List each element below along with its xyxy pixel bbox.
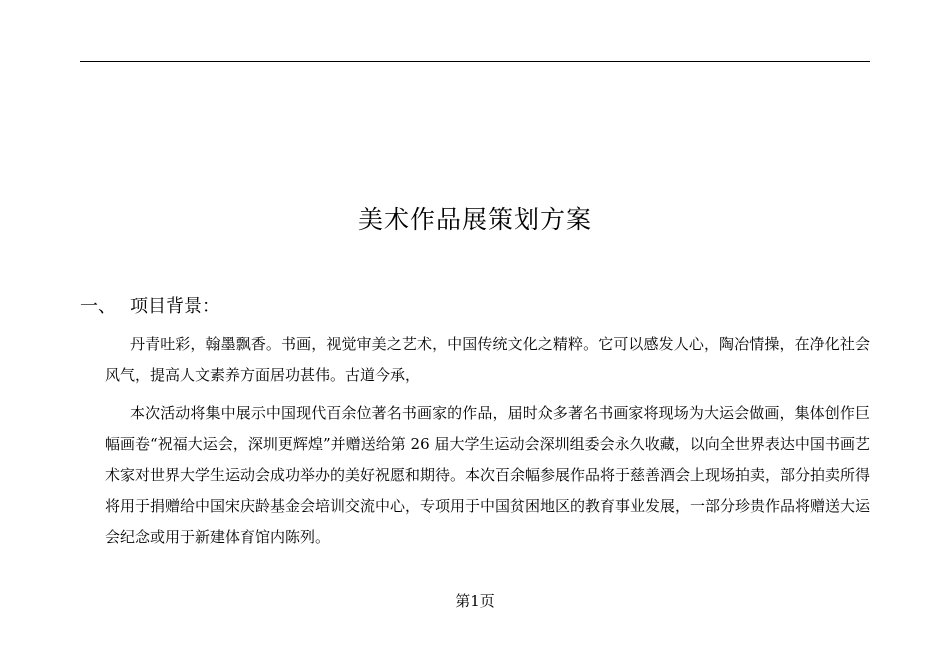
page-number: 第1页 xyxy=(455,592,495,610)
section-number: 一、 xyxy=(80,296,116,317)
document-title: 美术作品展策划方案 xyxy=(357,205,592,234)
paragraph-activity: 本次活动将集中展示中国现代百余位著名书画家的作品，届时众多著名书画家将现场为大运会做画，集体创作巨幅画卷“祝福大运会，深圳更辉煌”并赠送给第 26 届大学生运动会深圳组委会永久收藏，以向全世界表达中国书画艺术家对世界大学生运动会成功举办的美好祝愿和期待。本次百余幅参展作品将于慈善酒会上现场拍卖，部分拍卖所得将用于捐赠给中国宋庆龄基金会培训交流中心，专项用于中国贫困地区的教育事业发展，一部分珍贵作品将赠送大运会纪念或用于新建体育馆内陈列。 xyxy=(105,404,871,546)
section-heading-label: 项目背景： xyxy=(130,296,220,317)
header-rule xyxy=(80,61,870,62)
section-heading xyxy=(80,293,220,321)
paragraph-intro: 丹青吐彩，翰墨飘香。书画，视觉审美之艺术，中国传统文化之精粹。它可以感发人心，陶冶情操，在净化社会风气，提高人文素养方面居功甚伟。古道今承， xyxy=(105,335,870,384)
